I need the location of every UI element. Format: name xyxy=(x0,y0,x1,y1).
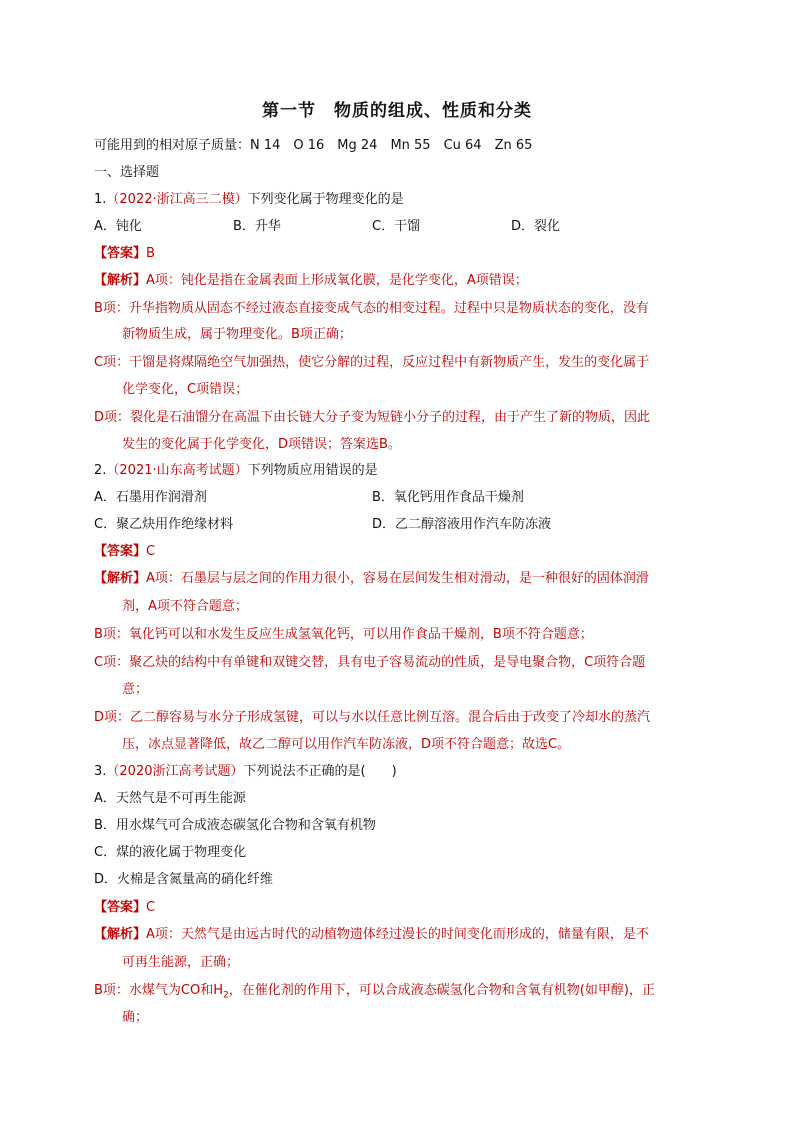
analysis-label: 【解析】 xyxy=(94,571,147,586)
question-number: 1. xyxy=(94,192,107,207)
option-c: C．干馏 xyxy=(372,219,421,234)
question-1-answer xyxy=(94,245,700,263)
question-3-option-b: B．用水煤气可合成液态碳氢化合物和含氧有机物 xyxy=(94,818,376,833)
question-1-analysis-b: B项：升华指物质从固态不经过液态直接变成气态的相变过程。过程中只是物质状态的变化，没有 xyxy=(94,301,649,316)
section-heading: 一、选择题 xyxy=(94,165,160,180)
option-b: B．升华 xyxy=(233,219,281,234)
question-1-analysis-c: C项：干馏是将煤隔绝空气加强热，使它分解的过程，反应过程中有新物质产生，发生的变化属于 xyxy=(94,355,650,370)
answer-value: C xyxy=(146,544,156,559)
question-2-stem xyxy=(94,462,700,480)
question-2-analysis-a: 【解析】A项：石墨层与层之间的作用力很小，容易在层间发生相对滑动，是一种很好的固体润滑 xyxy=(94,571,649,586)
question-2-options-row1 xyxy=(94,489,700,507)
atomic-masses: 可能用到的相对原子质量：N 14 O 16 Mg 24 Mn 55 Cu 64 Zn 65 xyxy=(94,138,533,153)
question-text: 下列变化属于物理变化的是 xyxy=(247,192,404,207)
option-d: D．乙二醇溶液用作汽车防冻液 xyxy=(372,517,552,532)
answer-value: B xyxy=(146,246,155,261)
question-3-option-a: A．天然气是不可再生能源 xyxy=(94,791,246,806)
option-d: D．裂化 xyxy=(511,219,561,234)
question-2-analysis-c-cont: 意； xyxy=(122,682,149,697)
question-1-options xyxy=(94,218,700,236)
question-1-analysis-d: D项：裂化是石油馏分在高温下由长链大分子变为短链小分子的过程，由于产生了新的物质，因此 xyxy=(94,410,651,425)
option-a: A．石墨用作润滑剂 xyxy=(94,490,207,505)
question-2-options-row2 xyxy=(94,516,700,534)
question-3-answer xyxy=(94,899,700,917)
question-source: （2022·浙江高三二模） xyxy=(106,192,248,207)
answer-label: 【答案】 xyxy=(94,900,147,915)
question-1-analysis-d-cont: 发生的变化属于化学变化，D项错误；答案选B。 xyxy=(122,437,401,452)
option-c: C．聚乙炔用作绝缘材料 xyxy=(94,517,234,532)
analysis-label: 【解析】 xyxy=(94,927,147,942)
question-3-option-d: D．火棉是含氮量高的硝化纤维 xyxy=(94,872,274,887)
question-number: 2. xyxy=(94,463,107,478)
analysis-label: 【解析】 xyxy=(94,273,147,288)
question-source: （2020浙江高考试题） xyxy=(106,764,244,779)
answer-value: C xyxy=(146,900,156,915)
option-a: A．钝化 xyxy=(94,219,142,234)
question-2-analysis-d-cont: 压，冰点显著降低，故乙二醇可以用作汽车防冻液，D项不符合题意；故选C。 xyxy=(122,737,571,752)
question-1-analysis-c-cont: 化学变化，C项错误； xyxy=(122,382,249,397)
question-2-answer xyxy=(94,543,700,561)
option-b: B．氧化钙用作食品干燥剂 xyxy=(372,490,524,505)
question-2-analysis-c: C项：聚乙炔的结构中有单键和双键交替，具有电子容易流动的性质，是导电聚合物，C项符合题 xyxy=(94,655,646,670)
question-3-analysis-b: B项：水煤气为CO和$H_2$，在催化剂的作用下，可以合成液态碳氢化合物和含氧有机物(如甲醇)，正 xyxy=(94,983,655,1001)
answer-label: 【答案】 xyxy=(94,544,147,559)
question-source: （2021·山东高考试题） xyxy=(106,463,248,478)
question-3-option-c: C．煤的液化属于物理变化 xyxy=(94,845,247,860)
question-2-analysis-a-cont: 剂，A项不符合题意； xyxy=(122,599,248,614)
question-3-analysis-a: 【解析】A项：天然气是由远古时代的动植物遗体经过漫长的时间变化而形成的，储量有限，是不 xyxy=(94,927,649,942)
page-title: 第一节 物质的组成、性质和分类 xyxy=(262,101,532,121)
question-1-analysis-b-cont: 新物质生成，属于物理变化。B项正确； xyxy=(122,327,352,342)
question-number: 3. xyxy=(94,764,107,779)
question-1-stem xyxy=(94,191,700,209)
question-3-analysis-a-cont: 可再生能源，正确； xyxy=(122,955,240,970)
answer-label: 【答案】 xyxy=(94,246,147,261)
question-2-analysis-b: B项：氧化钙可以和水发生反应生成氢氧化钙，可以用作食品干燥剂，B项不符合题意； xyxy=(94,627,593,642)
question-2-analysis-d: D项：乙二醇容易与水分子形成氢键，可以与水以任意比例互溶。混合后由于改变了冷却水的蒸汽 xyxy=(94,710,651,725)
question-text: 下列说法不正确的是( ) xyxy=(243,764,397,779)
question-text: 下列物质应用错误的是 xyxy=(247,463,378,478)
question-1-analysis-a: 【解析】A项：钝化是指在金属表面上形成氧化膜，是化学变化，A项错误； xyxy=(94,273,528,288)
question-3-stem xyxy=(94,763,700,781)
question-3-analysis-b-cont: 确； xyxy=(122,1010,149,1025)
